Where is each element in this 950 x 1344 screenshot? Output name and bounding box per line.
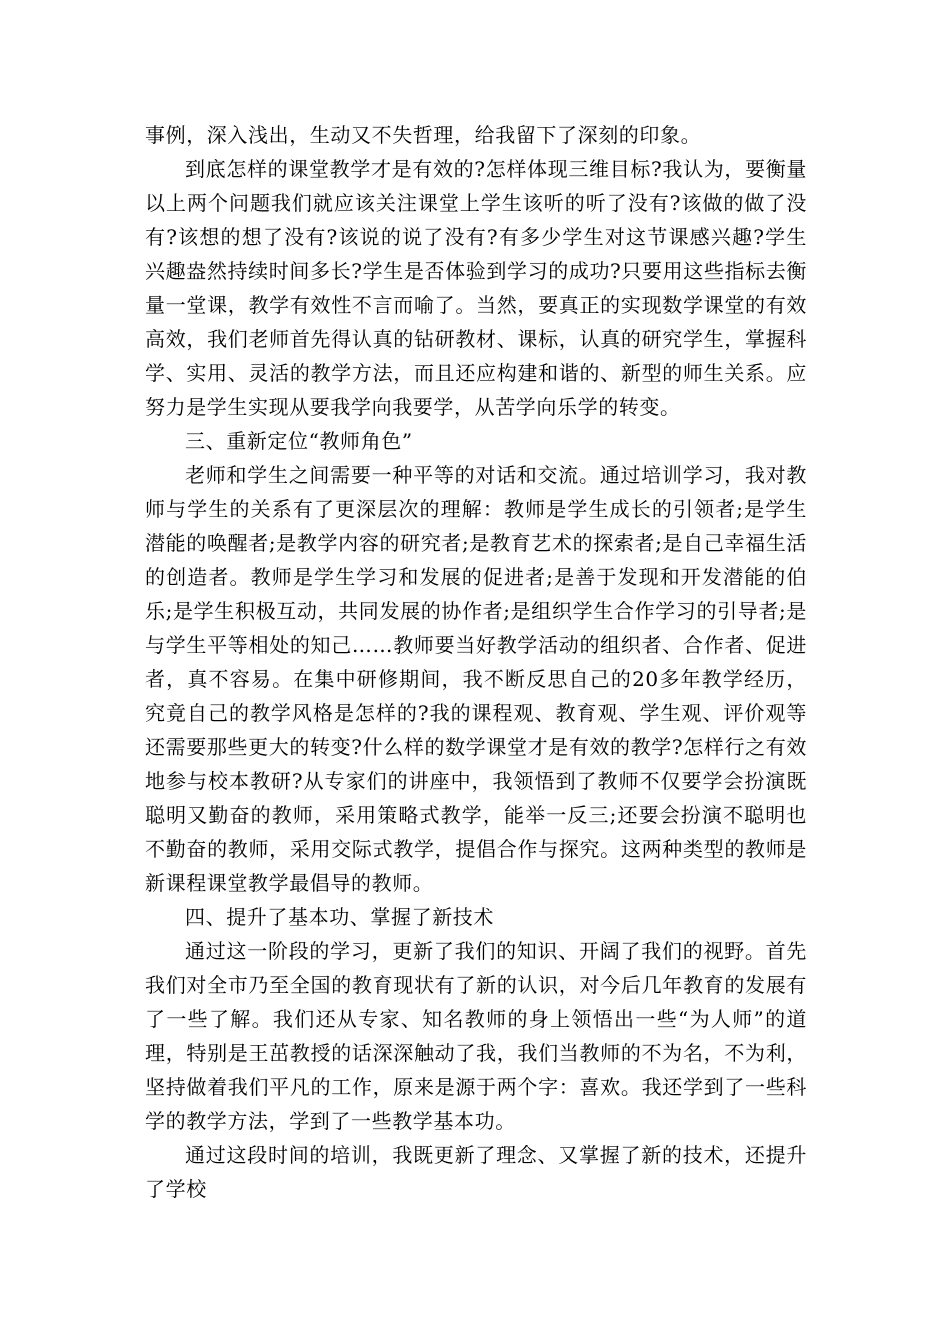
paragraph-teacher-role: 老师和学生之间需要一种平等的对话和交流。通过培训学习，我对教师与学生的关系有了更深层次的理解：教师是学生成长的引领者;是学生潜能的唤醒者;是教学内容的研究者;是教育艺术的探索者;是自己幸福生活的创造者。教师是学生学习和发展的促进者;是善于发现和开发潜能的伯乐;是学生积极互动，共同发展的协作者;是组织学生合作学习的引导者;是与学生平等相处的知己……教师要当好教学活动的组织者、合作者、促进者，真不容易。在集中研修期间，我不断反思自己的20多年教学经历，究竟自己的教学风格是怎样的?我的课程观、教育观、学生观、评价观等还需要那些更大的转变?什么样的数学课堂才是有效的教学?怎样行之有效地参与校本教研?从专家们的讲座中，我领悟到了教师不仅要学会扮演既聪明又勤奋的教师，采用策略式教学，能举一反三;还要会扮演不聪明也不勤奋的教师，采用交际式教学，提倡合作与探究。这两种类型的教师是新课程课堂教学最倡导的教师。 bbox=[145, 463, 807, 895]
paragraph-basic-skills: 通过这一阶段的学习，更新了我们的知识、开阔了我们的视野。首先我们对全市乃至全国的教育现状有了新的认识，对今后几年教育的发展有了一些了解。我们还从专家、知名教师的身上领悟出一些“为人师”的道理，特别是王茁教授的话深深触动了我，我们当教师的不为名，不为利，坚持做着我们平凡的工作，原来是源于两个字：喜欢。我还学到了一些科学的教学方法，学到了一些教学基本功。 bbox=[145, 939, 807, 1133]
document-page bbox=[145, 118, 807, 1206]
paragraph-intro-continuation: 事例，深入浅出，生动又不失哲理，给我留下了深刻的印象。 bbox=[145, 123, 702, 147]
section-heading-teacher-role: 三、重新定位“教师角色” bbox=[185, 429, 413, 453]
paragraph-effective-teaching: 到底怎样的课堂教学才是有效的?怎样体现三维目标?我认为，要衡量以上两个问题我们就应该关注课堂上学生该听的听了没有?该做的做了没有?该想的想了没有?该说的说了没有?有多少学生对这节课感兴趣?学生兴趣盎然持续时间多长?学生是否体验到学习的成功?只要用这些指标去衡量一堂课，教学有效性不言而喻了。当然，要真正的实现数学课堂的有效高效，我们老师首先得认真的钻研教材、课标，认真的研究学生，掌握科学、实用、灵活的教学方法，而且还应构建和谐的、新型的师生关系。应努力是学生实现从要我学向我要学，从苦学向乐学的转变。 bbox=[145, 157, 807, 419]
paragraph-training-summary: 通过这段时间的培训，我既更新了理念、又掌握了新的技术，还提升了学校 bbox=[145, 1143, 807, 1201]
section-heading-basic-skills: 四、提升了基本功、掌握了新技术 bbox=[185, 905, 494, 929]
